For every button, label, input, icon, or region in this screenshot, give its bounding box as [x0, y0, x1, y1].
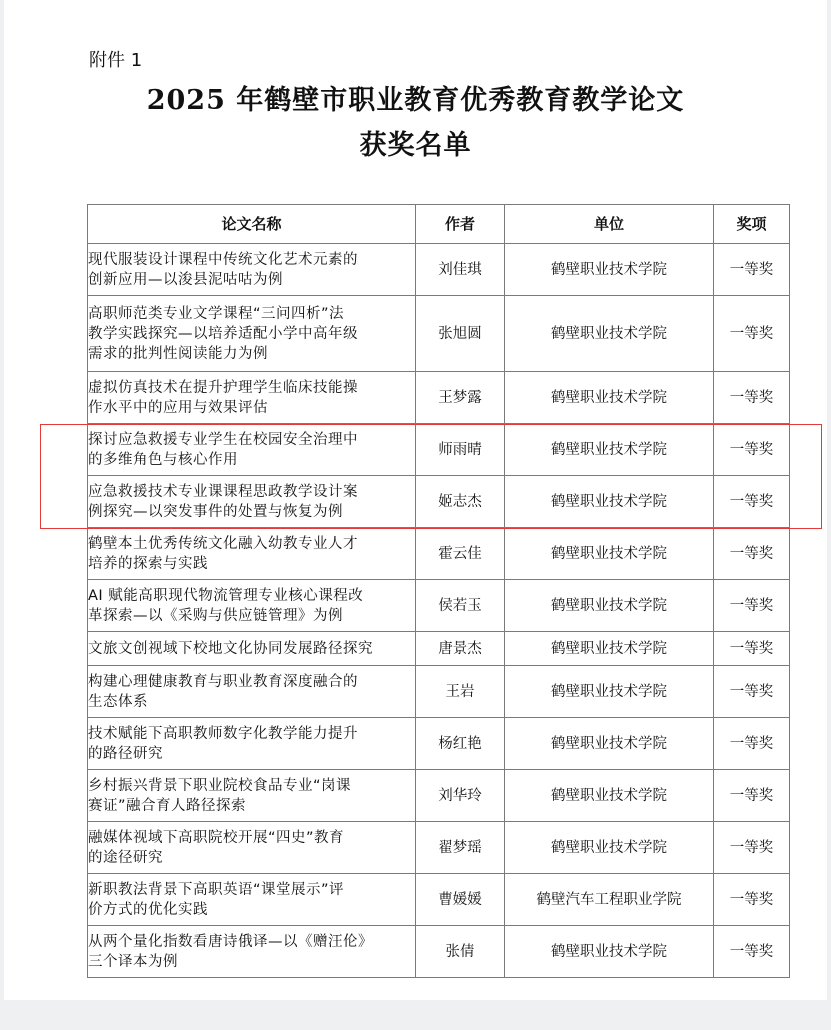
- cell-title: [88, 770, 416, 822]
- cell-author: 王梦露: [416, 372, 505, 424]
- title-line: 新职教法背景下高职英语“课堂展示”评: [88, 881, 345, 898]
- title-line: 探讨应急救援专业学生在校园安全治理中: [88, 431, 358, 448]
- cell-author: 师雨晴: [416, 424, 505, 476]
- cell-title: [88, 424, 416, 476]
- cell-award: 一等奖: [714, 632, 790, 666]
- cell-author: 霍云佳: [416, 528, 505, 580]
- title-line: 革探索—以《采购与供应链管理》为例: [88, 607, 343, 624]
- cell-unit: 鹤壁职业技术学院: [505, 632, 714, 666]
- header-award: 奖项: [714, 205, 790, 244]
- header-unit: 单位: [505, 205, 714, 244]
- table-row: [88, 580, 790, 632]
- cell-title: [88, 580, 416, 632]
- cell-award: 一等奖: [714, 476, 790, 528]
- table-row: [88, 296, 790, 372]
- cell-title: [88, 476, 416, 528]
- cell-title: [88, 372, 416, 424]
- title-line: 例探究—以突发事件的处置与恢复为例: [88, 503, 343, 520]
- cell-author: 唐景杰: [416, 632, 505, 666]
- cell-award: 一等奖: [714, 926, 790, 978]
- table-row: [88, 666, 790, 718]
- cell-author: 杨红艳: [416, 718, 505, 770]
- cell-title: [88, 874, 416, 926]
- cell-unit: 鹤壁职业技术学院: [505, 372, 714, 424]
- table-row: [88, 632, 790, 666]
- cell-unit: 鹤壁职业技术学院: [505, 926, 714, 978]
- cell-author: 翟梦瑶: [416, 822, 505, 874]
- cell-unit: 鹤壁职业技术学院: [505, 718, 714, 770]
- title-line: 文旅文创视域下校地文化协同发展路径探究: [88, 640, 373, 657]
- table-row: [88, 424, 790, 476]
- cell-title: [88, 926, 416, 978]
- title-line: 的路径研究: [88, 745, 163, 762]
- cell-title: [88, 296, 416, 372]
- title-line: 赛证”融合育人路径探索: [88, 797, 247, 814]
- title-line: 技术赋能下高职教师数字化教学能力提升: [88, 725, 358, 742]
- cell-author: 张旭圆: [416, 296, 505, 372]
- cell-title: [88, 822, 416, 874]
- cell-award: 一等奖: [714, 580, 790, 632]
- cell-unit: 鹤壁职业技术学院: [505, 476, 714, 528]
- table-row: [88, 372, 790, 424]
- cell-author: 曹媛媛: [416, 874, 505, 926]
- cell-unit: 鹤壁职业技术学院: [505, 424, 714, 476]
- title-line: 价方式的优化实践: [88, 901, 208, 918]
- cell-unit: 鹤壁职业技术学院: [505, 580, 714, 632]
- cell-author: 张倩: [416, 926, 505, 978]
- cell-title: [88, 666, 416, 718]
- cell-unit: 鹤壁职业技术学院: [505, 244, 714, 296]
- title-line: 融媒体视域下高职院校开展“四史”教育: [88, 829, 345, 846]
- cell-award: 一等奖: [714, 666, 790, 718]
- cell-title: [88, 528, 416, 580]
- cell-award: 一等奖: [714, 822, 790, 874]
- table-row: [88, 926, 790, 978]
- table-row: [88, 718, 790, 770]
- cell-award: 一等奖: [714, 244, 790, 296]
- title-line: 应急救援技术专业课课程思政教学设计案: [88, 483, 358, 500]
- table-row: [88, 822, 790, 874]
- title-line: 作水平中的应用与效果评估: [88, 399, 268, 416]
- cell-award: 一等奖: [714, 718, 790, 770]
- cell-author: 侯若玉: [416, 580, 505, 632]
- cell-award: 一等奖: [714, 424, 790, 476]
- cell-unit: 鹤壁职业技术学院: [505, 296, 714, 372]
- title-line: 生态体系: [88, 693, 148, 710]
- title-line: 需求的批判性阅读能力为例: [88, 345, 268, 362]
- title-line: 培养的探索与实践: [88, 555, 208, 572]
- cell-award: 一等奖: [714, 770, 790, 822]
- title-line: 构建心理健康教育与职业教育深度融合的: [88, 673, 358, 690]
- title-line: 创新应用—以浚县泥咕咕为例: [88, 271, 283, 288]
- cell-unit: 鹤壁汽车工程职业学院: [505, 874, 714, 926]
- cell-unit: 鹤壁职业技术学院: [505, 770, 714, 822]
- title-line: AI 赋能高职现代物流管理专业核心课程改: [88, 587, 364, 604]
- table-row: [88, 476, 790, 528]
- cell-award: 一等奖: [714, 372, 790, 424]
- cell-title: [88, 244, 416, 296]
- attachment-label: 附件 1: [89, 50, 143, 71]
- award-table: [87, 204, 790, 978]
- table-header-row: [88, 205, 790, 244]
- cell-author: 刘佳琪: [416, 244, 505, 296]
- cell-author: 姬志杰: [416, 476, 505, 528]
- title-line: 的多维角色与核心作用: [88, 451, 238, 468]
- table-body: [88, 244, 790, 978]
- title-line: 鹤壁本土优秀传统文化融入幼教专业人才: [88, 535, 358, 552]
- cell-unit: 鹤壁职业技术学院: [505, 528, 714, 580]
- cell-author: 王岩: [416, 666, 505, 718]
- cell-title: [88, 632, 416, 666]
- title-line: 教学实践探究—以培养适配小学中高年级: [88, 325, 358, 342]
- cell-unit: 鹤壁职业技术学院: [505, 822, 714, 874]
- title-line: 的途径研究: [88, 849, 163, 866]
- title-line: 高职师范类专业文学课程“三问四析”法: [88, 305, 345, 322]
- title-line: 现代服装设计课程中传统文化艺术元素的: [88, 251, 358, 268]
- cell-unit: 鹤壁职业技术学院: [505, 666, 714, 718]
- table-row: [88, 244, 790, 296]
- title-line: 从两个量化指数看唐诗俄译—以《赠汪伦》: [88, 933, 373, 950]
- table-row: [88, 874, 790, 926]
- page-title-line1: 2025 年鹤壁市职业教育优秀教育教学论文: [146, 85, 685, 116]
- header-author: 作者: [416, 205, 505, 244]
- title-line: 三个译本为例: [88, 953, 178, 970]
- table-row: [88, 770, 790, 822]
- title-line: 虚拟仿真技术在提升护理学生临床技能操: [88, 379, 358, 396]
- cell-award: 一等奖: [714, 528, 790, 580]
- table-row: [88, 528, 790, 580]
- cell-award: 一等奖: [714, 296, 790, 372]
- title-line: 乡村振兴背景下职业院校食品专业“岗课: [88, 777, 352, 794]
- cell-title: [88, 718, 416, 770]
- page-title-line2: 获奖名单: [359, 130, 472, 161]
- header-title: 论文名称: [88, 205, 416, 244]
- cell-author: 刘华玲: [416, 770, 505, 822]
- cell-award: 一等奖: [714, 874, 790, 926]
